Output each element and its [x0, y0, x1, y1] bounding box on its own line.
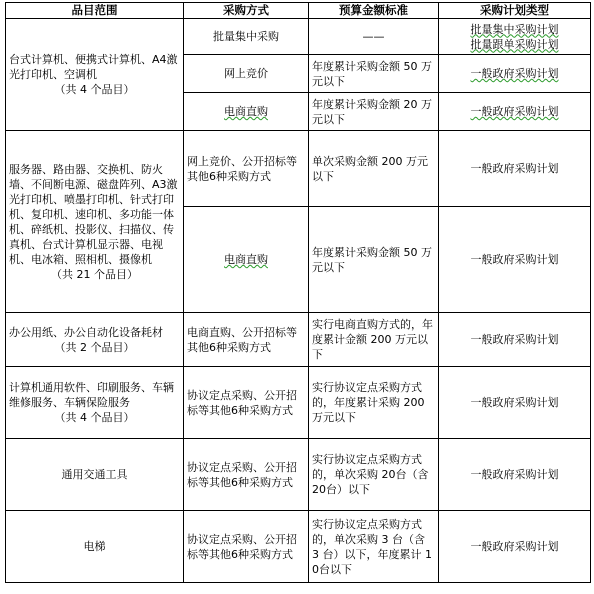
scope-cell	[6, 313, 184, 367]
method-cell	[184, 207, 309, 313]
budget-cell: 年度累计采购金额 20 万元以下	[309, 93, 439, 131]
plan-line: 一般政府采购计划	[470, 105, 559, 118]
method-cell: 网上竞价、公开招标等其他6种采购方式	[184, 131, 309, 207]
plan-cell	[439, 207, 591, 313]
scope-text: 办公用纸、办公自动化设备耗材	[9, 325, 163, 339]
plan-cell	[439, 55, 591, 93]
method-cell	[184, 93, 309, 131]
budget-cell: 实行协议定点采购方式的，单次采购 20台（含 20台）以下	[309, 439, 439, 511]
plan-line: 批量跟单采购计划	[470, 37, 559, 51]
budget-cell: 实行协议定点采购方式的，单次采购 3 台（含 3 台）以下，年度累计 10台以下	[309, 511, 439, 583]
plan-cell	[439, 511, 591, 583]
plan-line: 批量集中采购计划	[470, 22, 559, 36]
header-budget: 预算金额标准	[309, 3, 439, 19]
plan-line: 一般政府采购计划	[470, 396, 559, 409]
procurement-table	[5, 2, 591, 583]
plan-cell	[439, 19, 591, 55]
plan-line: 一般政府采购计划	[470, 333, 559, 346]
scope-cell	[6, 19, 184, 131]
method-cell: 协议定点采购、公开招标等其他6种采购方式	[184, 511, 309, 583]
header-scope: 品目范围	[6, 3, 184, 19]
method-cell: 电商直购、公开招标等其他6种采购方式	[184, 313, 309, 367]
scope-count: （共 4 个品目）	[54, 411, 135, 424]
header-method: 采购方式	[184, 3, 309, 19]
scope-cell	[6, 367, 184, 439]
method-cell: 协议定点采购、公开招标等其他6种采购方式	[184, 439, 309, 511]
plan-cell	[439, 131, 591, 207]
budget-cell: 单次采购金额 200 万元以下	[309, 131, 439, 207]
method-text: 电商直购	[224, 253, 268, 266]
scope-text: 计算机通用软件、印刷服务、车辆维修服务、车辆保险服务	[9, 381, 174, 409]
table-row	[6, 367, 591, 439]
header-plan-type: 采购计划类型	[439, 3, 591, 19]
budget-cell: 年度累计采购金额 50 万元以下	[309, 207, 439, 313]
table-row	[6, 439, 591, 511]
budget-cell: 年度累计采购金额 50 万元以下	[309, 55, 439, 93]
plan-line: 一般政府采购计划	[470, 67, 559, 80]
scope-cell: 电梯	[6, 511, 184, 583]
scope-count: （共 21 个品目）	[51, 267, 138, 281]
table-row	[6, 313, 591, 367]
plan-line: 一般政府采购计划	[470, 540, 559, 553]
method-text: 电商直购	[224, 105, 268, 118]
table-row	[6, 131, 591, 207]
scope-text: 台式计算机、便携式计算机、A4激光打印机、空调机	[9, 53, 178, 81]
plan-cell	[439, 93, 591, 131]
plan-line: 一般政府采购计划	[470, 162, 559, 175]
scope-count: （共 2 个品目）	[54, 340, 135, 354]
plan-cell	[439, 313, 591, 367]
table-row	[6, 511, 591, 583]
scope-cell	[6, 131, 184, 313]
method-cell: 网上竞价	[184, 55, 309, 93]
plan-line: 一般政府采购计划	[470, 253, 559, 266]
header-row	[6, 3, 591, 19]
plan-cell	[439, 367, 591, 439]
scope-cell: 通用交通工具	[6, 439, 184, 511]
method-cell: 协议定点采购、公开招标等其他6种采购方式	[184, 367, 309, 439]
budget-cell: 实行电商直购方式的，年度累计金额 200 万元以下	[309, 313, 439, 367]
plan-cell	[439, 439, 591, 511]
budget-cell: 实行协议定点采购方式的，年度累计采购 200 万元以下	[309, 367, 439, 439]
plan-line: 一般政府采购计划	[470, 468, 559, 481]
scope-text: 服务器、路由器、交换机、防火墙、不间断电源、磁盘阵列、A3激光打印机、喷墨打印机、针式打印机、复印机、速印机、多功能一体机、碎纸机、投影仪、扫描仪、传真机、台式计算机显示器、电视机、电冰箱、照相机、摄像机	[9, 162, 178, 266]
table-row	[6, 19, 591, 55]
budget-cell: ——	[309, 19, 439, 55]
scope-count: （共 4 个品目）	[54, 83, 135, 96]
method-cell: 批量集中采购	[184, 19, 309, 55]
